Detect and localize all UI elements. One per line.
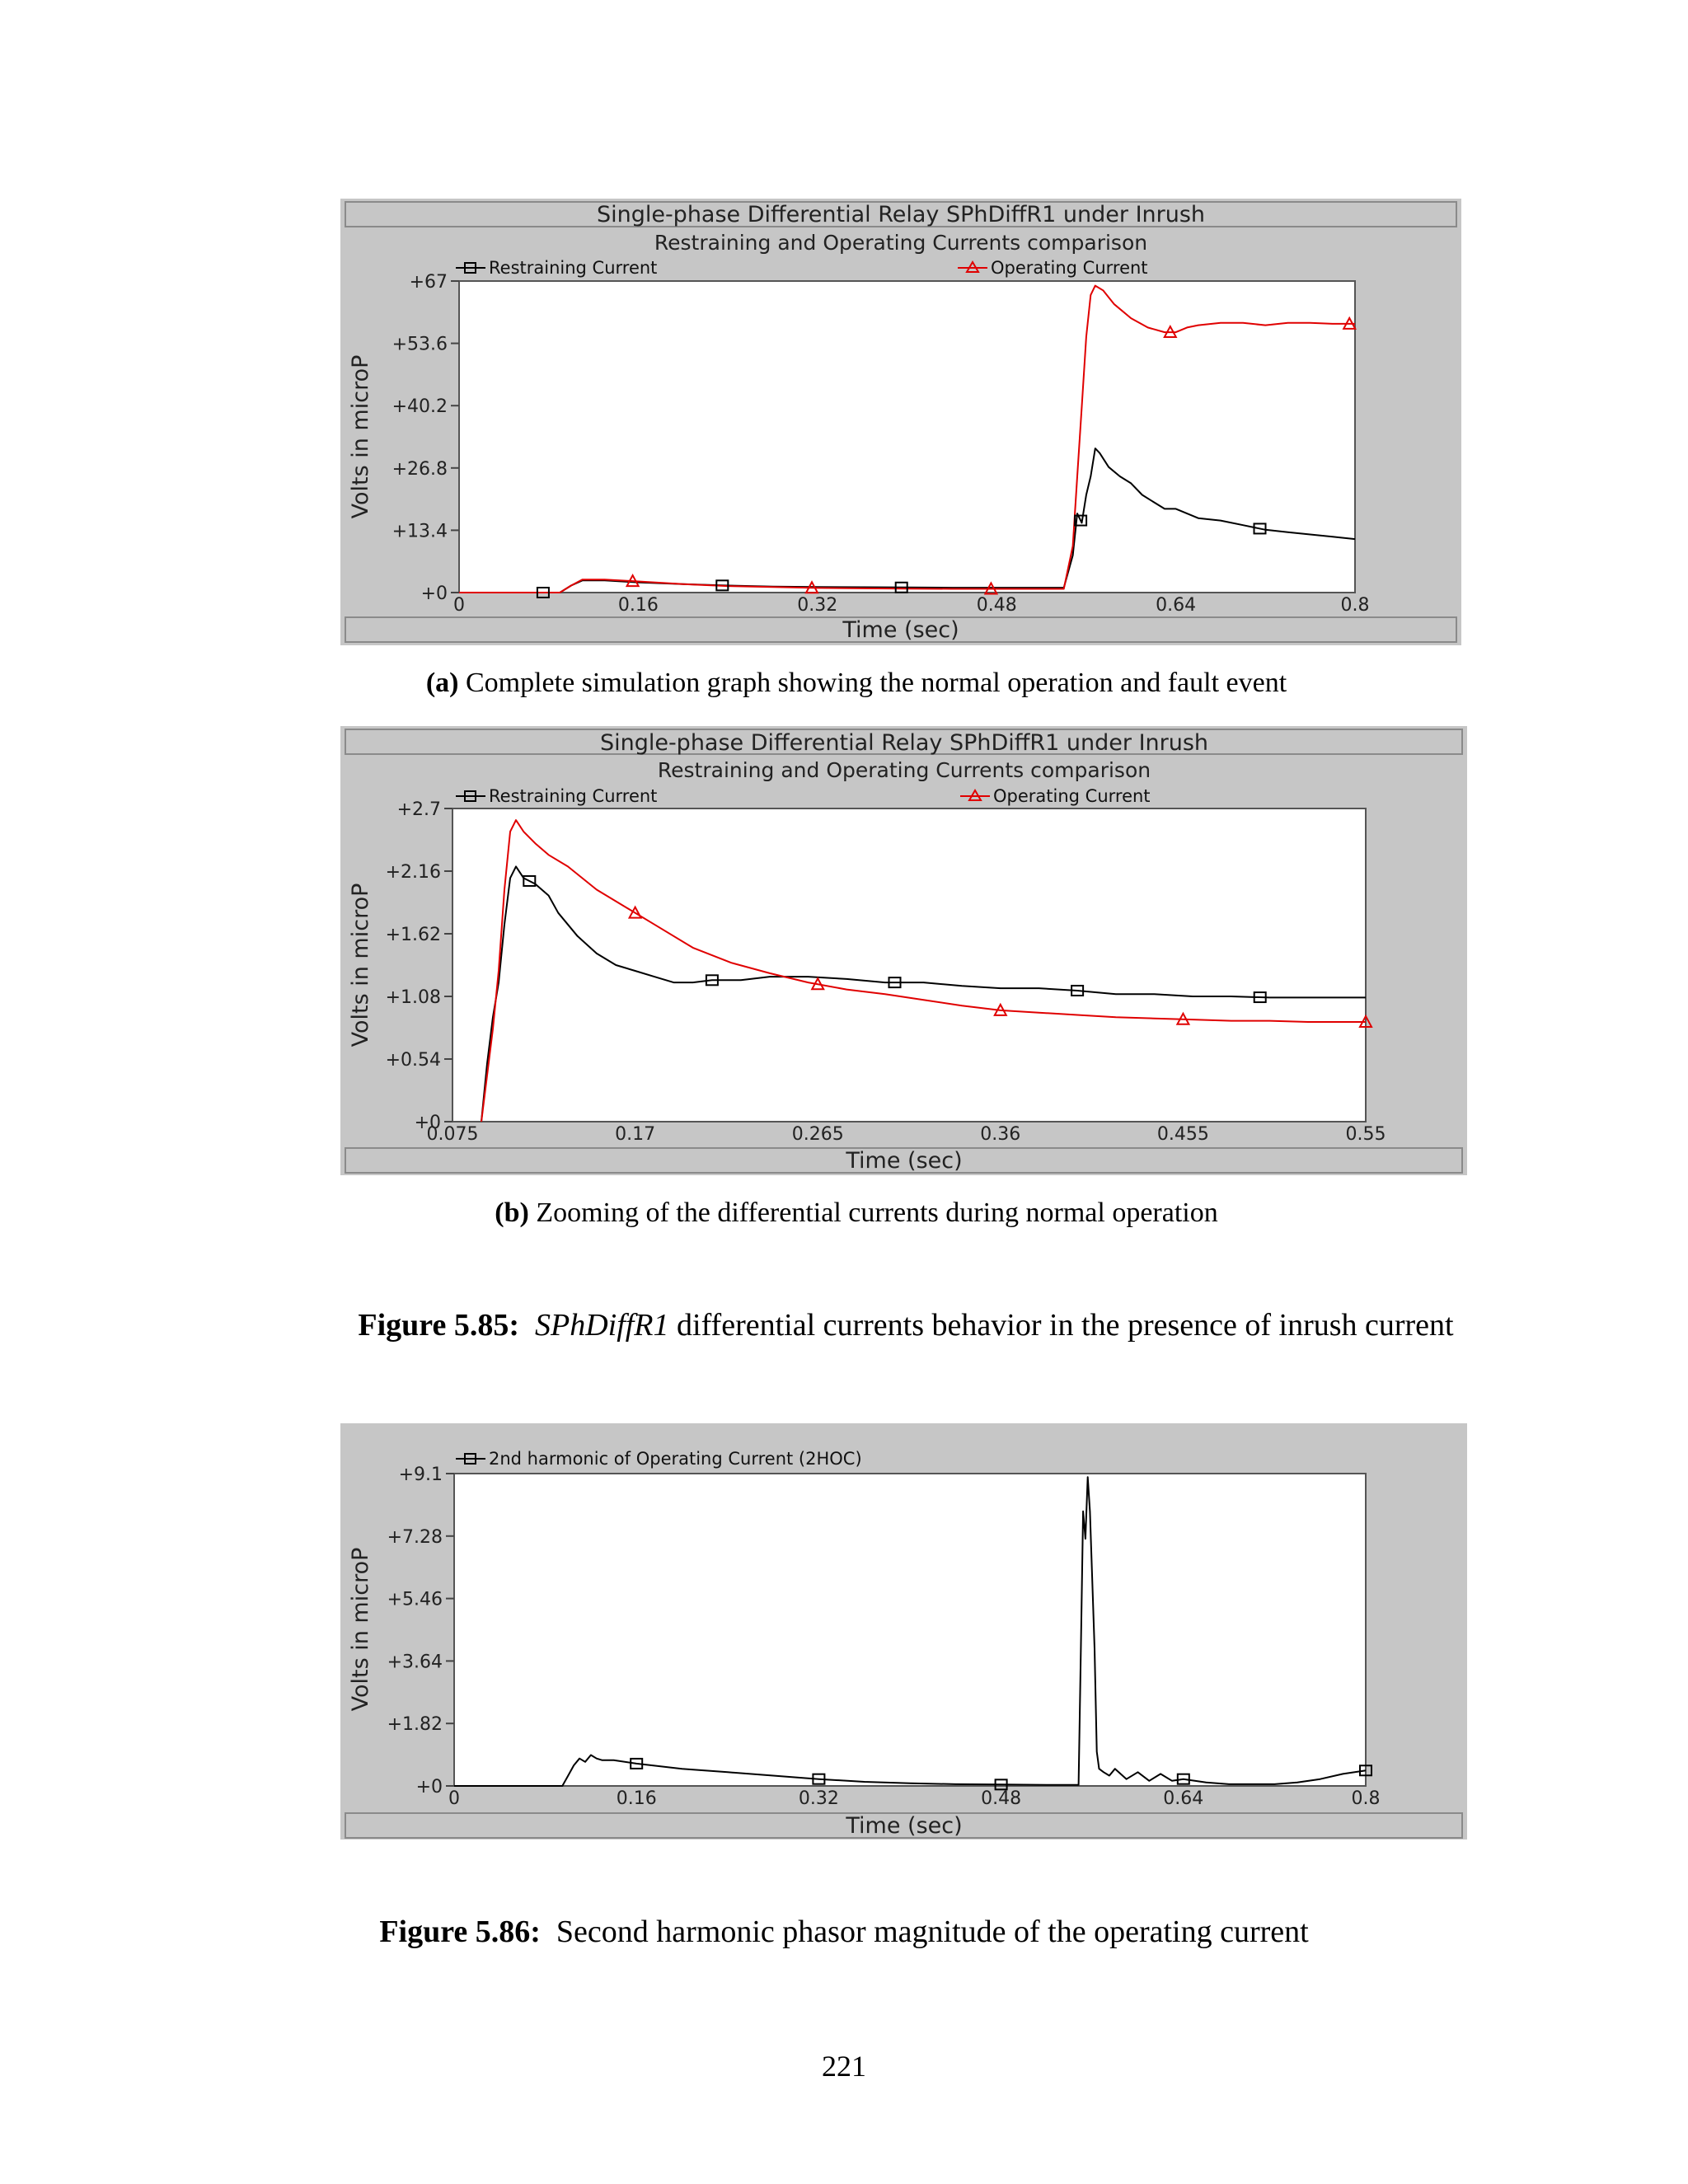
y-tick-label: +2.16 (385, 862, 441, 883)
chart-svg-c (340, 1423, 1467, 1840)
y-tick-label: +0 (414, 1113, 441, 1133)
plot-area (454, 1474, 1366, 1786)
x-tick-label: 0.8 (1351, 1788, 1381, 1809)
y-tick-label: +1.08 (385, 987, 441, 1008)
chart-title: Single-phase Differential Relay SPhDiffR1 under Inrush (596, 202, 1206, 227)
figure-585-text: differential currents behavior in the presence of inrush current (668, 1308, 1454, 1343)
y-tick-label: +13.4 (392, 521, 448, 542)
x-tick-label: 0.17 (615, 1124, 656, 1145)
y-axis-label: Volts in microP (348, 1547, 373, 1712)
x-tick-label: 0.64 (1156, 595, 1197, 616)
caption-b-text: Zooming of the differential currents during normal operation (528, 1197, 1218, 1228)
x-tick-label: 0 (453, 595, 465, 616)
figure-586-label: Figure 5.86: (379, 1915, 541, 1949)
figure-585-label: Figure 5.85: (358, 1308, 519, 1343)
page-number: 221 (822, 2050, 866, 2083)
y-tick-label: +3.64 (387, 1652, 443, 1673)
y-ticks (387, 1465, 454, 1797)
y-tick-label: +26.8 (392, 458, 448, 480)
x-tick-label: 0.55 (1345, 1124, 1386, 1145)
y-tick-label: +5.46 (387, 1589, 443, 1610)
y-tick-label: +40.2 (392, 396, 448, 418)
x-axis-label: Time (sec) (846, 1813, 963, 1839)
x-tick-label: 0.32 (797, 595, 838, 616)
x-ticks (427, 1124, 1386, 1145)
chart-subtitle: Restraining and Operating Currents comparison (657, 758, 1151, 782)
x-tick-label: 0.455 (1156, 1124, 1209, 1145)
y-tick-label: +1.62 (385, 925, 441, 945)
y-tick-label: +0.54 (385, 1050, 441, 1071)
y-ticks (392, 272, 459, 604)
y-tick-label: +2.7 (396, 799, 441, 820)
x-ticks (453, 595, 1370, 616)
chart-panel-c (340, 1423, 1467, 1840)
caption-b (12, 1197, 1688, 1229)
chart-svg-a (340, 199, 1461, 645)
x-tick-label: 0.36 (980, 1124, 1021, 1145)
legend-2hoc-label: 2nd harmonic of Operating Current (2HOC) (489, 1449, 862, 1469)
plot-area (459, 281, 1355, 593)
x-tick-label: 0.48 (976, 595, 1017, 616)
legend-operating-label: Operating Current (991, 258, 1148, 278)
y-tick-label: +67 (409, 272, 448, 293)
x-tick-label: 0 (448, 1788, 460, 1809)
caption-a-text: Complete simulation graph showing the normal operation and fault event (458, 668, 1287, 698)
x-ticks (448, 1788, 1381, 1809)
plot-area (452, 808, 1366, 1122)
x-tick-label: 0.48 (981, 1788, 1022, 1809)
y-tick-label: +9.1 (398, 1465, 443, 1485)
figure-586-text: Second harmonic phasor magnitude of the operating current (556, 1915, 1309, 1949)
x-tick-label: 0.16 (617, 595, 659, 616)
figure-586-caption (0, 1914, 1688, 1950)
caption-a-label: (a) (425, 668, 459, 698)
x-tick-label: 0.64 (1163, 1788, 1204, 1809)
y-tick-label: +7.28 (387, 1526, 443, 1548)
caption-a (12, 668, 1688, 699)
chart-panel-b (340, 726, 1467, 1175)
y-axis-label: Volts in microP (348, 354, 373, 519)
x-tick-label: 0.265 (791, 1124, 844, 1145)
chart-title: Single-phase Differential Relay SPhDiffR1 under Inrush (599, 730, 1209, 756)
x-tick-label: 0.16 (616, 1788, 657, 1809)
y-ticks (386, 799, 452, 1133)
legend-restraining-label: Restraining Current (489, 258, 658, 278)
figure-585-italic: SPhDiffR1 (534, 1308, 669, 1343)
legend-operating-label: Operating Current (993, 786, 1151, 806)
y-tick-label: +1.82 (387, 1714, 443, 1736)
x-tick-label: 0.075 (426, 1124, 479, 1145)
x-tick-label: 0.8 (1340, 595, 1370, 616)
y-tick-label: +53.6 (392, 334, 448, 355)
x-axis-label: Time (sec) (846, 1148, 963, 1174)
x-tick-label: 0.32 (798, 1788, 839, 1809)
y-tick-label: +0 (415, 1777, 443, 1797)
chart-panel-a (340, 199, 1461, 645)
legend-restraining-label: Restraining Current (489, 786, 658, 806)
figure-585-caption (62, 1307, 1688, 1343)
y-axis-label: Volts in microP (348, 883, 373, 1047)
caption-b-label: (b) (495, 1197, 529, 1228)
x-axis-label: Time (sec) (842, 617, 959, 643)
chart-subtitle: Restraining and Operating Currents comparison (654, 231, 1148, 255)
y-tick-label: +0 (420, 583, 448, 604)
chart-svg-b (340, 726, 1467, 1175)
